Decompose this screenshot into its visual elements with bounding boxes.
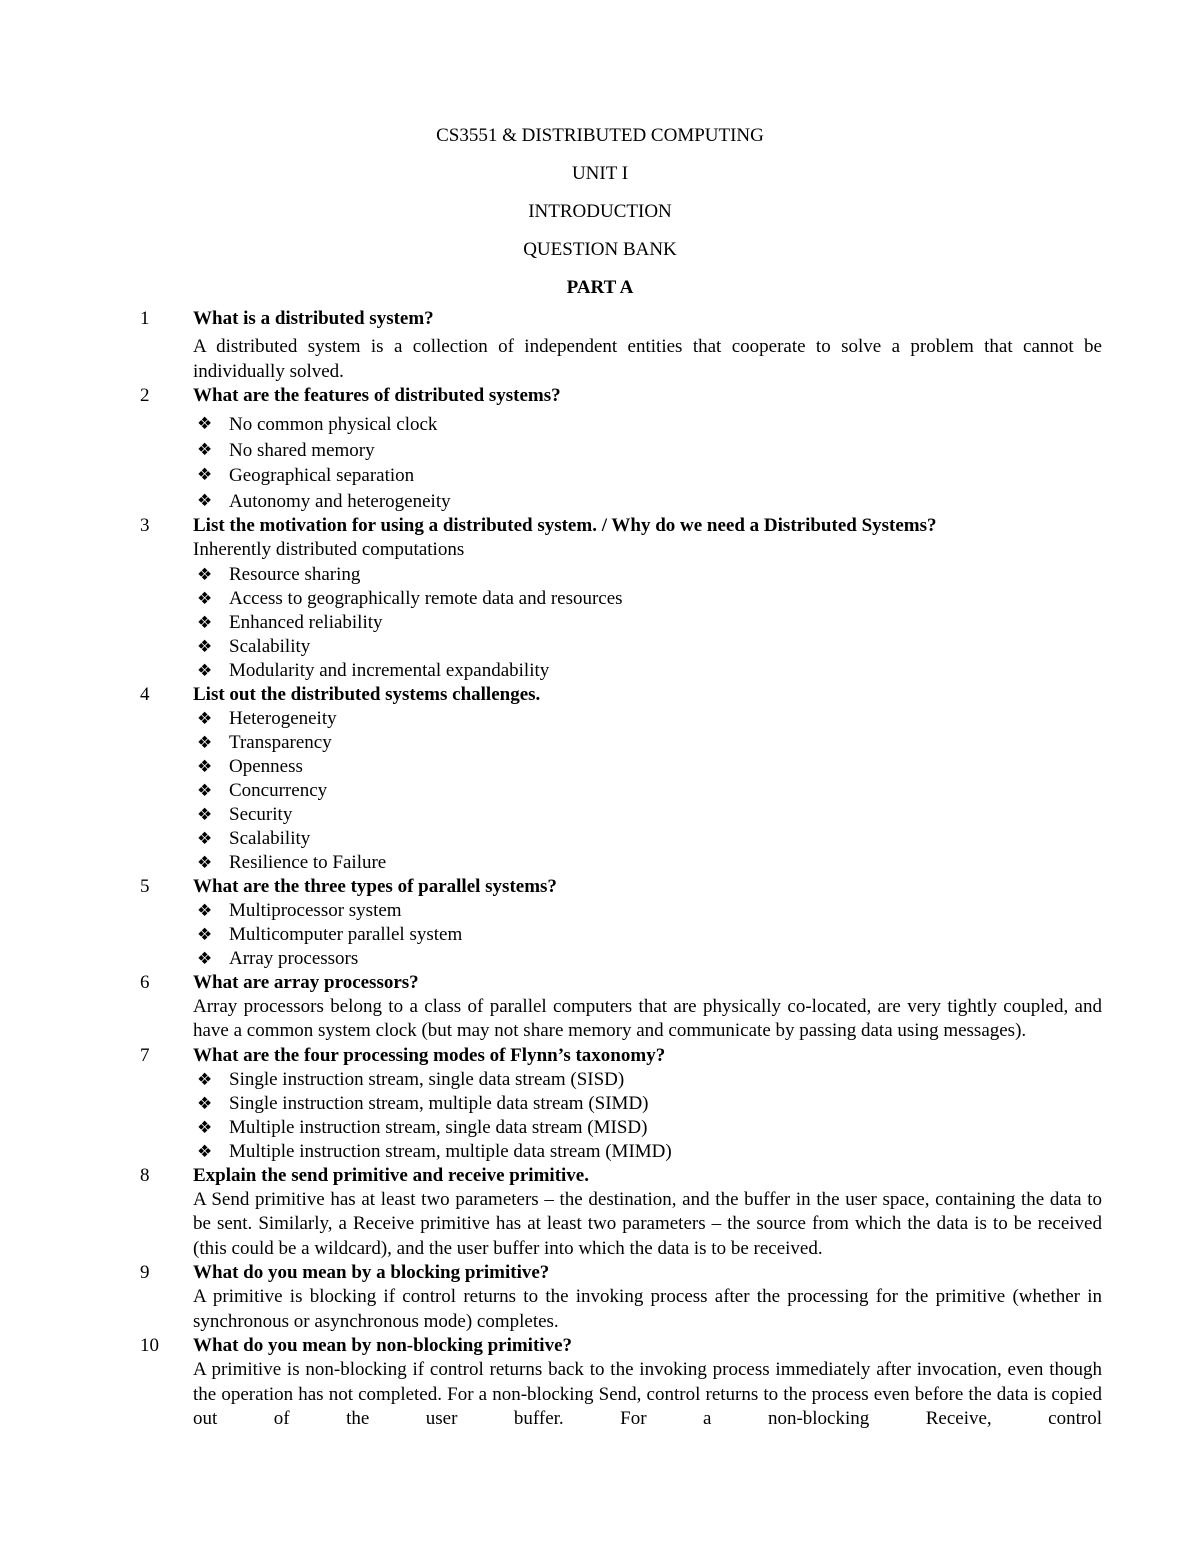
four-diamond-bullet-icon: ❖ [197,490,213,511]
question-title: What do you mean by non-blocking primitive? [193,1335,572,1356]
list-item: ❖ Multiple instruction stream, single data stream (MISD) [197,1116,648,1138]
question-title: List out the distributed systems challenges. [193,683,541,705]
question-5 [140,875,1102,971]
bullet-list [193,707,1102,875]
question-3 [140,514,1102,683]
document-header [0,126,1200,298]
question-title: What are the four processing modes of Flynn’s taxonomy? [193,1044,666,1066]
question-number: 6 [140,971,150,993]
bullet-list [193,412,1102,514]
four-diamond-bullet-icon: ❖ [197,612,213,633]
topic-title: INTRODUCTION [528,201,672,222]
list-item: ❖ Enhanced reliability [197,611,383,633]
four-diamond-bullet-icon: ❖ [197,1069,213,1090]
question-title: Explain the send primitive and receive primitive. [193,1164,589,1186]
list-item: ❖ Geographical separation [229,463,1102,489]
four-diamond-bullet-icon: ❖ [197,924,213,945]
list-item: ❖ Multicomputer parallel system [197,923,463,945]
question-number: 2 [140,385,150,406]
question-title: What are the three types of parallel systems? [193,875,557,897]
four-diamond-bullet-icon: ❖ [197,1141,213,1162]
question-answer: Array processors belong to a class of parallel computers that are physically co-located, are very tightly coupled, and have a common system clock (but may not share memory and communicate by passing data using messages). [193,995,1102,1041]
four-diamond-bullet-icon: ❖ [197,588,213,609]
four-diamond-bullet-icon: ❖ [197,414,213,434]
unit-title: UNIT I [571,163,629,184]
question-number: 1 [140,308,150,329]
list-item: ❖ Openness [197,755,303,777]
doc-type-title: QUESTION BANK [523,239,677,260]
list-item: ❖ Resilience to Failure [197,851,387,873]
question-1 [140,307,1102,384]
list-item: ❖ Multiprocessor system [197,899,402,921]
four-diamond-bullet-icon: ❖ [197,852,213,873]
question-title: What are array processors? [193,971,419,993]
four-diamond-bullet-icon: ❖ [197,564,213,585]
question-4 [140,683,1102,875]
question-number: 7 [140,1044,150,1066]
part-title: PART A [566,277,634,298]
list-item: ❖ Scalability [197,827,311,849]
question-6 [140,971,1102,1044]
list-item: ❖ Single instruction stream, multiple data stream (SIMD) [197,1092,649,1114]
question-answer: A primitive is non-blocking if control returns back to the invoking process immediately after invocation, even though the operation has not completed. For a non-blocking Send, control returns to the process even before the data is copied out of the user buffer. For a non-blocking Receive, control [193,1359,1102,1429]
four-diamond-bullet-icon: ❖ [197,828,213,849]
list-item: ❖ Concurrency [197,779,328,801]
question-number: 3 [140,515,150,536]
list-item: ❖ No common physical clock [229,412,1102,438]
list-item: ❖ Autonomy and heterogeneity [229,489,1102,515]
list-item: ❖ Security [197,803,293,825]
question-number: 5 [140,875,150,897]
four-diamond-bullet-icon: ❖ [197,900,213,921]
question-answer: A Send primitive has at least two parameters – the destination, and the buffer in the user space, containing the data to be sent. Similarly, a Receive primitive has at least two parameters – the source from which the data is to be received (this could be a wildcard), and the user buffer into which the data is to be received. [193,1188,1102,1259]
list-item: ❖ Multiple instruction stream, multiple data stream (MIMD) [197,1140,672,1162]
question-title: List the motivation for using a distributed system. / Why do we need a Distributed Systems? [193,515,937,536]
question-title: What is a distributed system? [193,308,434,329]
four-diamond-bullet-icon: ❖ [197,708,213,729]
list-item: ❖ Single instruction stream, single data stream (SISD) [197,1068,625,1090]
question-list [140,307,1102,1432]
question-intro: Inherently distributed computations [193,539,465,560]
bullet-list [193,1068,1102,1164]
question-7 [140,1044,1102,1164]
question-number: 10 [140,1335,159,1356]
four-diamond-bullet-icon: ❖ [197,1117,213,1138]
four-diamond-bullet-icon: ❖ [197,439,213,460]
question-title: What do you mean by a blocking primitive? [193,1262,550,1283]
list-item: ❖ No shared memory [229,438,1102,464]
four-diamond-bullet-icon: ❖ [197,948,213,969]
list-item: ❖ Transparency [197,731,332,753]
list-item: ❖ Heterogeneity [197,707,337,729]
four-diamond-bullet-icon: ❖ [197,1093,213,1114]
question-10 [140,1334,1102,1432]
four-diamond-bullet-icon: ❖ [197,732,213,753]
question-number: 4 [140,683,150,705]
list-item: ❖ Scalability [197,635,311,657]
course-title: CS3551 & DISTRIBUTED COMPUTING [436,125,764,146]
question-answer: A primitive is blocking if control returns to the invoking process after the processing for the primitive (whether in synchronous or asynchronous mode) completes. [193,1286,1102,1332]
list-item: ❖ Array processors [197,947,359,969]
bullet-list [193,899,1102,971]
four-diamond-bullet-icon: ❖ [197,636,213,657]
question-answer: A distributed system is a collection of independent entities that cooperate to solve a problem that cannot be individually solved. [193,336,1102,382]
question-2 [140,384,1102,514]
question-number: 9 [140,1262,150,1283]
four-diamond-bullet-icon: ❖ [197,804,213,825]
four-diamond-bullet-icon: ❖ [197,660,213,681]
list-item: ❖ Access to geographically remote data and resources [197,587,623,609]
four-diamond-bullet-icon: ❖ [197,465,213,485]
four-diamond-bullet-icon: ❖ [197,756,213,777]
list-item: ❖ Modularity and incremental expandability [197,659,550,681]
question-9 [140,1261,1102,1334]
list-item: ❖ Resource sharing [197,563,361,585]
question-title: What are the features of distributed systems? [193,385,561,406]
bullet-list [193,563,1102,683]
four-diamond-bullet-icon: ❖ [197,780,213,801]
question-number: 8 [140,1164,150,1186]
question-8 [140,1164,1102,1262]
